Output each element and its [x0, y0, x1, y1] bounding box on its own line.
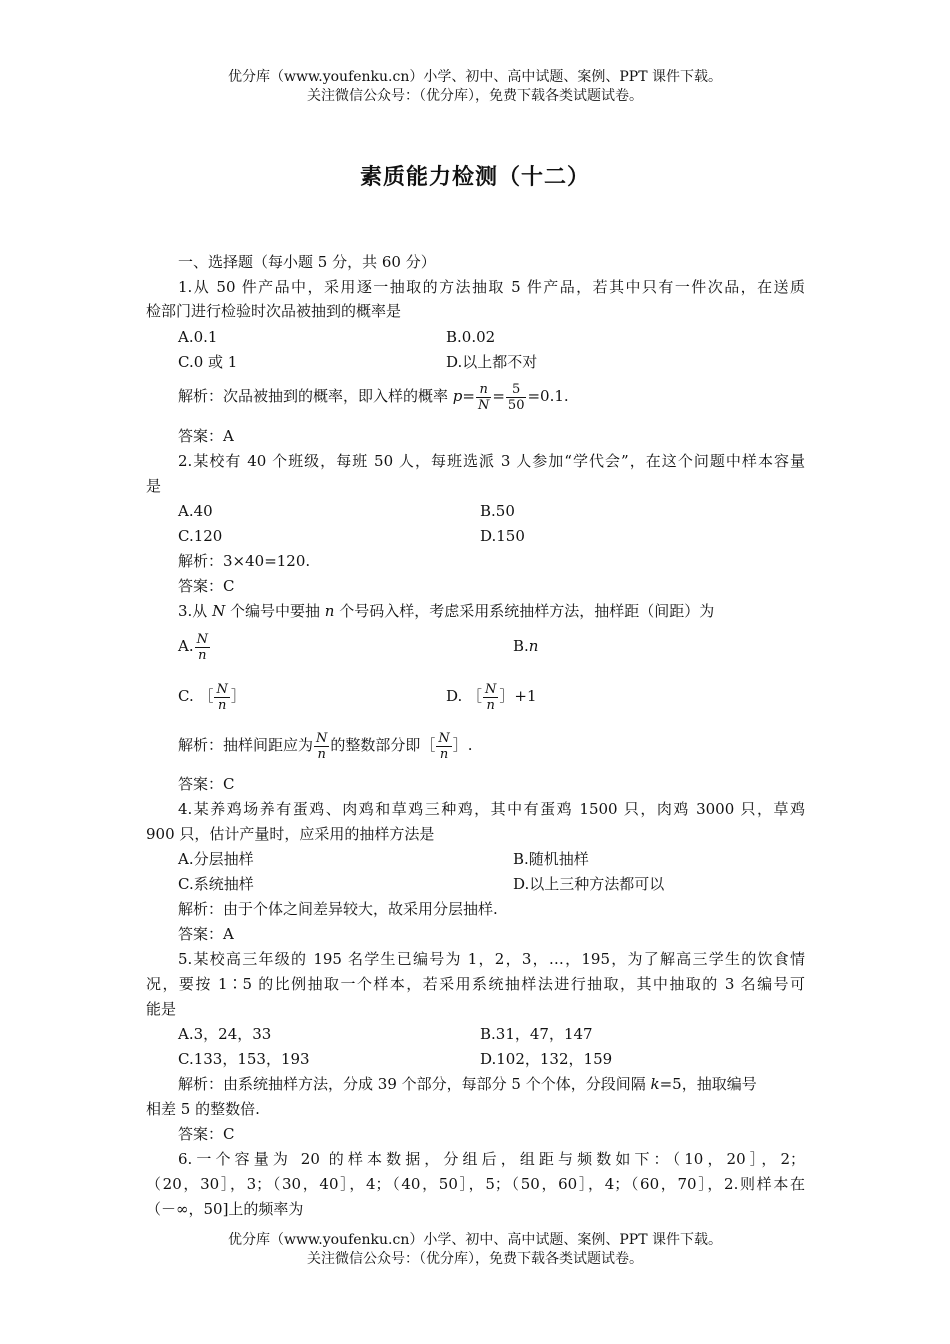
q3-option-d-close: ］+1 [499, 687, 537, 705]
q5-option-a: A.3，24，33 [178, 1025, 272, 1043]
q6-stem-line-1: 6.一个容量为 20 的样本数据，分组后，组距与频数如下：（10，20］，2； [178, 1150, 805, 1168]
q3-c-numerator: N [216, 681, 228, 697]
q1-option-a: A.0.1 [178, 328, 218, 346]
q5-option-c: C.133，153，193 [178, 1050, 310, 1068]
q1-option-d: D.以上都不对 [446, 353, 538, 371]
q1-frac1-denominator: N [477, 397, 490, 413]
q3-stem-text-3: 个号码入样，考虑采用系统抽样方法，抽样距（间距）为 [334, 602, 715, 620]
q5-stem-line-3: 能是 [146, 1000, 177, 1018]
section-heading: 一、选择题（每小题 5 分，共 60 分） [178, 253, 436, 271]
q3-d-denominator: n [486, 697, 495, 713]
q1-stem-line-1: 1.从 50 件产品中，采用逐一抽取的方法抽取 5 件产品，若其中只有一件次品，在送质 [178, 278, 805, 296]
q3-option-c-fraction [214, 682, 229, 713]
q3-solution-text-2: 的整数部分即［ [330, 736, 436, 754]
q5-option-b: B.31，47，147 [480, 1025, 593, 1043]
q3-solution-fraction-1 [314, 731, 329, 762]
q1-option-b: B.0.02 [446, 328, 496, 346]
q3-sol-denominator-2: n [439, 746, 449, 762]
q1-frac1-numerator: n [476, 382, 491, 398]
q3-solution-text-1: 解析：抽样间距应为 [178, 736, 314, 754]
q3-a-denominator: n [198, 647, 207, 663]
q5-solution-line-1 [178, 1074, 805, 1094]
q2-option-d: D.150 [480, 527, 525, 545]
footer-line-1: 优分库（www.youfenku.cn）小学、初中、高中试题、案例、PPT 课件下载。 [227, 1232, 722, 1248]
q2-option-a: A.40 [178, 502, 213, 520]
q3-stem [178, 601, 714, 621]
q2-option-b: B.50 [480, 502, 515, 520]
q5-option-d: D.102，132，159 [480, 1050, 613, 1068]
q5-answer: 答案：C [178, 1125, 235, 1143]
q3-option-a-fraction [195, 632, 210, 663]
q4-option-d: D.以上三种方法都可以 [513, 875, 665, 893]
q1-stem-line-2: 检部门进行检验时次品被抽到的概率是 [146, 302, 402, 320]
q4-stem-line-2: 900 只，估计产量时，应采用的抽样方法是 [146, 825, 435, 843]
header-line-2: 关注微信公众号：（优分库），免费下载各类试题试卷。 [307, 88, 643, 104]
q3-solution [178, 725, 473, 765]
q3-stem-text-2: 个编号中要抽 [225, 602, 325, 620]
q3-stem-N: N [212, 602, 226, 620]
q1-solution: 解析：次品被抽到的概率，即入样的概率 p= $\frac{n}{N}$ = $\frac{5}{50}$ =0.1. [178, 381, 569, 413]
q5-solution-line-2: 相差 5 的整数倍. [146, 1100, 260, 1118]
q4-option-b: B.随机抽样 [513, 850, 589, 868]
q1-fraction-5-over-50 [506, 382, 527, 413]
q6-stem-line-2: （20，30］，3；（30，40］，4；（40，50］，5；（50，60］，4；（60，70］，2.则样本在 [146, 1175, 805, 1193]
q4-option-c: C.系统抽样 [178, 875, 254, 893]
q3-option-b-label: B. [513, 637, 529, 655]
q3-option-b [513, 636, 538, 656]
q3-option-b-n: n [528, 637, 539, 655]
q1-answer: 答案：A [178, 427, 234, 445]
q2-option-c: C.120 [178, 527, 223, 545]
q5-solution-k: k [650, 1075, 660, 1093]
q1-solution-result: =0.1. [527, 387, 569, 405]
q3-stem-text-1: 3.从 [178, 602, 213, 620]
q3-d-numerator: N [485, 681, 497, 697]
footer-line-2: 关注微信公众号：（优分库），免费下载各类试题试卷。 [307, 1251, 643, 1267]
q4-solution: 解析：由于个体之间差异较大，故采用分层抽样. [178, 900, 498, 918]
header-line-1: 优分库（www.youfenku.cn）小学、初中、高中试题、案例、PPT 课件下载。 [227, 69, 722, 85]
q3-option-d-fraction [483, 682, 498, 713]
q1-option-c: C.0 或 1 [178, 353, 238, 371]
q5-solution-text-2: =5，抽取编号 [659, 1075, 757, 1093]
q3-a-numerator: N [196, 631, 208, 647]
q1-frac2-numerator: 5 [506, 382, 527, 398]
q3-sol-denominator-1: n [317, 746, 326, 762]
q4-option-a: A.分层抽样 [178, 850, 254, 868]
q3-option-a-label: A. [178, 637, 194, 655]
q3-sol-numerator-1: N [316, 730, 328, 746]
q1-solution-p: p [452, 387, 463, 405]
q2-stem-line-2: 是 [146, 477, 162, 495]
q4-answer: 答案：A [178, 925, 234, 943]
q3-solution-fraction-2 [436, 731, 451, 762]
q3-option-d [446, 676, 537, 716]
q1-fraction-n-over-N [476, 382, 491, 413]
page-title: 素质能力检测（十二） [359, 165, 590, 190]
q5-solution-text-1: 解析：由系统抽样方法，分成 39 个部分，每部分 5 个个体，分段间隔 [178, 1075, 651, 1093]
q3-c-denominator: n [217, 697, 227, 713]
q3-stem-n: n [324, 602, 335, 620]
q3-sol-numerator-2: N [438, 730, 450, 746]
q6-stem-line-3: （－∞，50]上的频率为 [146, 1200, 304, 1218]
q3-option-a [178, 626, 211, 666]
q4-stem-line-1: 4.某养鸡场养有蛋鸡、肉鸡和草鸡三种鸡，其中有蛋鸡 1500 只，肉鸡 3000 只，草鸡 [178, 800, 805, 818]
q5-stem-line-1: 5.某校高三年级的 195 名学生已编号为 1，2，3，…，195，为了解高三学生的饮食情 [178, 950, 805, 968]
q3-answer: 答案：C [178, 775, 235, 793]
q3-option-c-close: ］ [230, 687, 246, 705]
q1-frac2-denominator: 50 [507, 397, 525, 413]
q3-solution-text-3: ］. [452, 736, 473, 754]
q2-stem-line-1: 2.某校有 40 个班级，每班 50 人，每班选派 3 人参加“学代会”，在这个问题中样本容量 [178, 452, 805, 470]
q3-option-c-label: C. ［ [178, 687, 214, 705]
q3-option-d-label: D. ［ [446, 687, 483, 705]
q2-solution: 解析：3×40=120. [178, 552, 311, 570]
q2-answer: 答案：C [178, 577, 235, 595]
q3-option-c [178, 676, 246, 716]
q5-stem-line-2: 况，要按 1∶5 的比例抽取一个样本，若采用系统抽样法进行抽取，其中抽取的 3 名编号可 [146, 975, 805, 993]
q1-solution-text: 解析：次品被抽到的概率，即入样的概率 [178, 387, 453, 405]
